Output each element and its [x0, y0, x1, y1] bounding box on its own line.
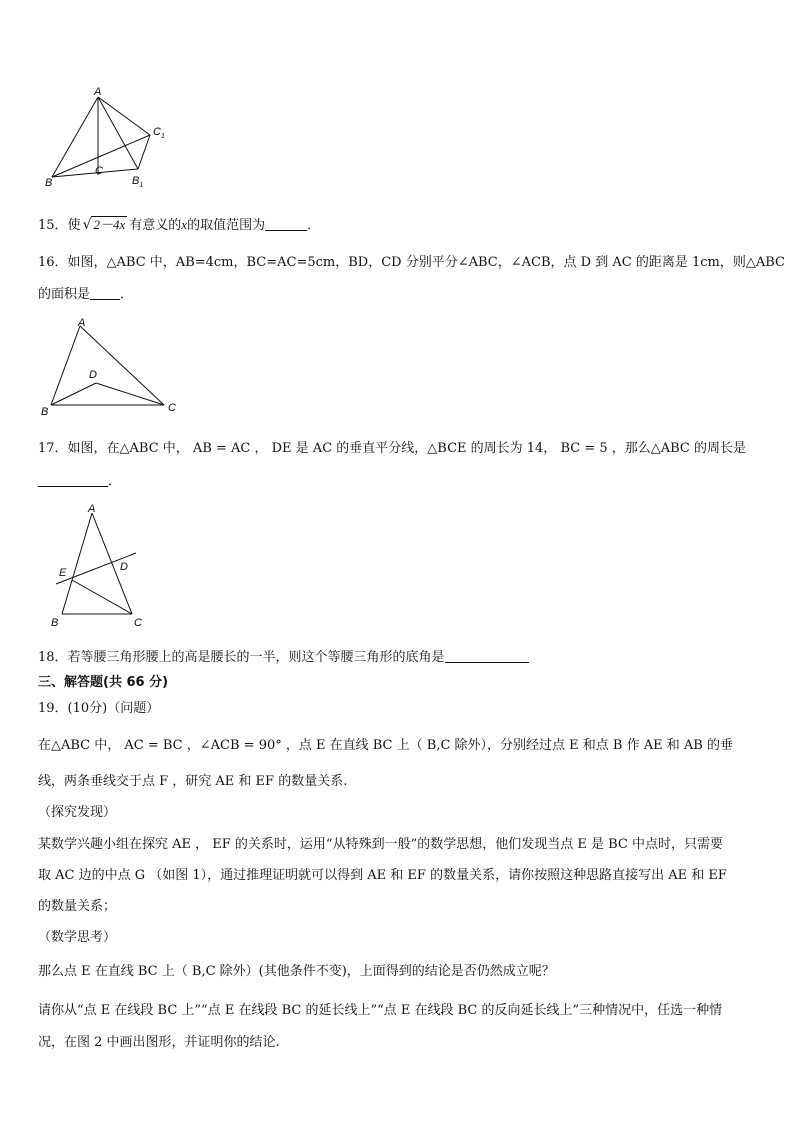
question-17-line2: ．	[38, 470, 121, 489]
label-C: C	[134, 617, 142, 629]
question-19-head: 19．(10分)（问题）	[38, 701, 160, 716]
question-19-p8: 况，在图 2 中画出图形，并证明你的结论.	[38, 1035, 280, 1050]
question-19-p1: 在△ABC 中， AC = BC ，∠ACB = 90° ，点 E 在直线 BC 上（ B,C 除外），分别经过点 E 和点 B 作 AE 和 AB 的垂	[38, 738, 733, 753]
section-title: 三、解答题(共 66 分)	[38, 675, 169, 690]
question-19-p3: 某数学兴趣小组在探究 AE ， EF 的关系时，运用“从特殊到一般”的数学思想，他们发现当点 E 是 BC 中点时，只需要	[38, 837, 723, 852]
question-18: 18．若等腰三角形腰上的高是腰长的一半，则这个等腰三角形的底角是	[38, 646, 529, 665]
label-B: B	[51, 617, 59, 629]
label-C1: $C_1$	[153, 126, 165, 140]
answer-blank[interactable]	[265, 218, 307, 231]
answer-blank[interactable]	[38, 474, 108, 487]
question-19-p4: 取 AC 边的中点 G （如图 1），通过推理证明就可以得到 AE 和 EF 的数量关系，请你按照这种思路直接写出 AE 和 EF	[38, 868, 727, 883]
question-19-h3: （数学思考）	[38, 930, 117, 945]
question-19-p2: 线，两条垂线交于点 F ，研究 AE 和 EF 的数量关系.	[38, 774, 348, 789]
question-16-line2: 的面积是 ．	[38, 287, 134, 302]
question-19-p5: 的数量关系；	[38, 899, 117, 914]
question-15: 15．使 √ 2－4x 有意义的x的取值范围为 ．	[38, 214, 320, 233]
label-E: E	[59, 567, 67, 579]
label-C: C	[95, 165, 103, 177]
question-19-h2: （探究发现）	[38, 805, 117, 820]
question-19-p6: 那么点 E 在直线 BC 上（ B,C 除外）(其他条件不变)，上面得到的结论是否仍然成立呢？	[38, 964, 555, 979]
question-17-line1: 17．如图，在△ABC 中， AB = AC ， DE 是 AC 的垂直平分线，△BCE 的周长为 14， BC = 5 ，那么△ABC 的周长是	[38, 441, 747, 456]
figure-q14-triangle	[40, 85, 180, 195]
question-16-line1: 16．如图，△ABC 中，AB=4cm，BC=AC=5cm，BD，CD 分别平分∠ABC，∠ACB，点 D 到 AC 的距离是 1cm，则△ABC	[38, 255, 785, 270]
label-D: D	[120, 561, 128, 573]
label-B: B	[45, 177, 53, 189]
label-B: B	[41, 406, 49, 418]
figure-q16-triangle	[38, 313, 188, 418]
label-C: C	[168, 402, 176, 414]
answer-blank[interactable]	[90, 287, 120, 300]
answer-blank[interactable]	[445, 650, 529, 663]
sqrt-expression: √ 2－4x	[82, 217, 126, 233]
figure-q17-triangle	[46, 500, 156, 632]
label-D: D	[89, 369, 97, 381]
label-A: A	[88, 503, 96, 515]
label-A: A	[78, 317, 86, 329]
label-A: A	[94, 86, 102, 98]
question-19-p7: 请你从“点 E 在线段 BC 上”“点 E 在线段 BC 的延长线上”“点 E 在线段 BC 的反向延长线上”三种情况中，任选一种情	[38, 1003, 723, 1018]
label-B1: $B_1$	[132, 175, 144, 189]
